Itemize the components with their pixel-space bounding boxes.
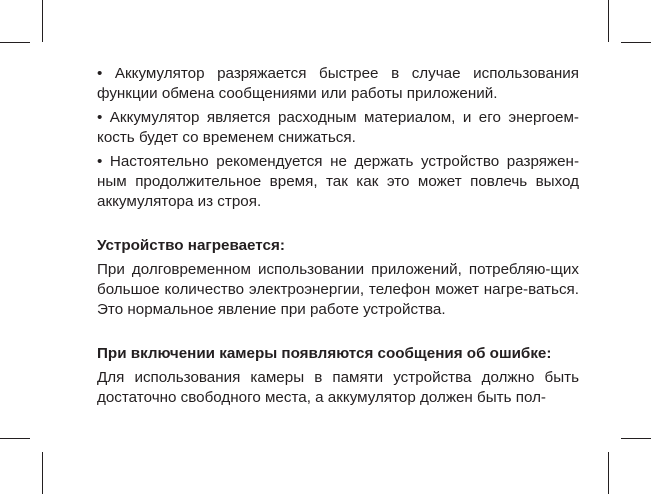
bullet-battery-discharged: • Настоятельно рекомендуется не держать устройство разряжен-ным продолжительное время, так как это может повлечь выход аккумулятора из строя.	[97, 153, 579, 210]
crop-mark-bottom-left-horizontal	[0, 438, 30, 439]
crop-mark-top-left-horizontal	[0, 42, 30, 43]
crop-mark-bottom-right-horizontal	[621, 438, 651, 439]
bullet-battery-consumable: • Аккумулятор является расходным материалом, и его энергоем-кость будет со временем снижаться.	[97, 109, 579, 146]
crop-mark-top-right-vertical	[608, 0, 609, 42]
bullet-battery-drain: • Аккумулятор разряжается быстрее в случае использования функции обмена сообщениями или работы приложений.	[97, 65, 579, 102]
crop-mark-bottom-right-vertical	[608, 452, 609, 494]
section-heading: Устройство нагревается:	[97, 237, 285, 254]
section-text: Для использования камеры в памяти устройства должно быть достаточно свободного места, а аккумулятор должен быть пол-	[97, 369, 579, 406]
section-camera-error	[97, 344, 579, 408]
crop-mark-top-right-horizontal	[621, 42, 651, 43]
manual-page-content	[97, 64, 579, 408]
section-device-heating	[97, 236, 579, 320]
section-text: При долговременном использовании приложений, потребляю-щих большое количество электроэнергии, телефон может нагре-ваться. Это нормальное явление при работе устройства.	[97, 261, 579, 318]
section-heading: При включении камеры появляются сообщения об ошибке:	[97, 345, 552, 362]
crop-mark-bottom-left-vertical	[42, 452, 43, 494]
crop-mark-top-left-vertical	[42, 0, 43, 42]
